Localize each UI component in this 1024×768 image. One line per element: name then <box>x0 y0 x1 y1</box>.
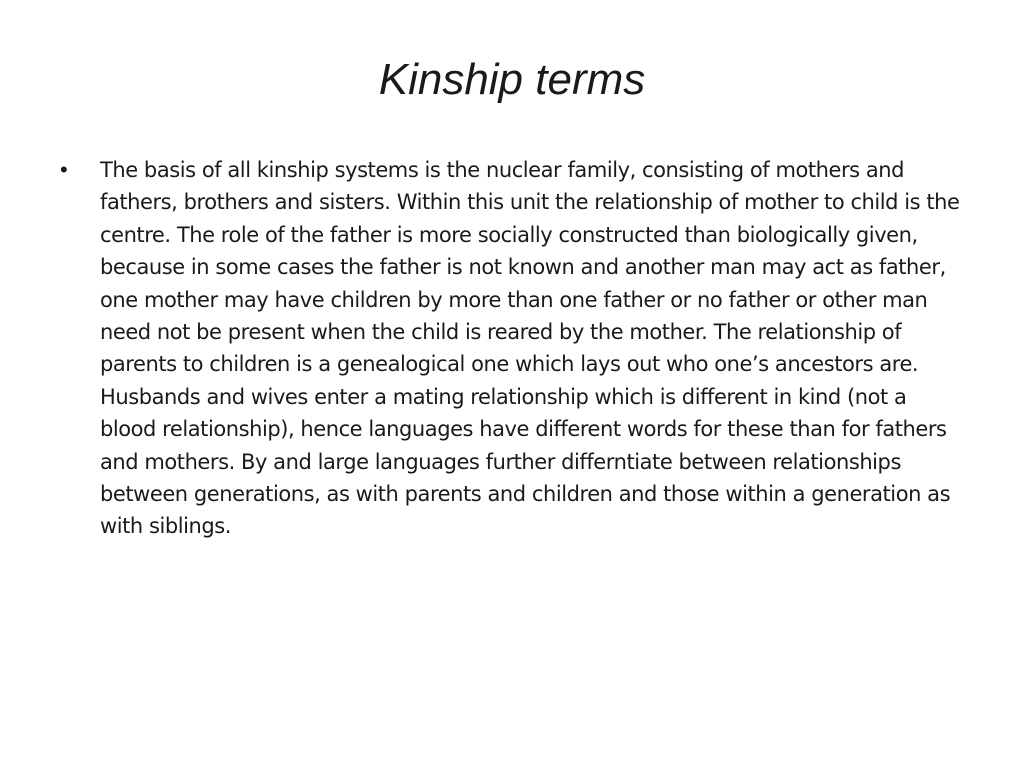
bullet-list <box>60 154 960 543</box>
bullet-icon: • <box>60 157 68 182</box>
slide-title: Kinship terms <box>378 55 646 104</box>
bullet-text: The basis of all kinship systems is the nuclear family, consisting of mothers and fathers, brothers and sisters. Within this unit the relationship of mother to child is the centre. The role of the father is more socially constructed than biologically given, because in some cases the father is not known and another man may act as father, one mother may have children by more than one father or no father or other man need not be present when the child is reared by the mother. The relationship of parents to children is a genealogical one which lays out who one’s ancestors are. Husbands and wives enter a mating relationship which is different in kind (not a blood relationship), hence languages have different words for these than for fathers and mothers. By and large languages further differntiate between relationships between generations, as with parents and children and those within a generation as with siblings. <box>100 158 960 539</box>
list-item <box>60 154 960 543</box>
